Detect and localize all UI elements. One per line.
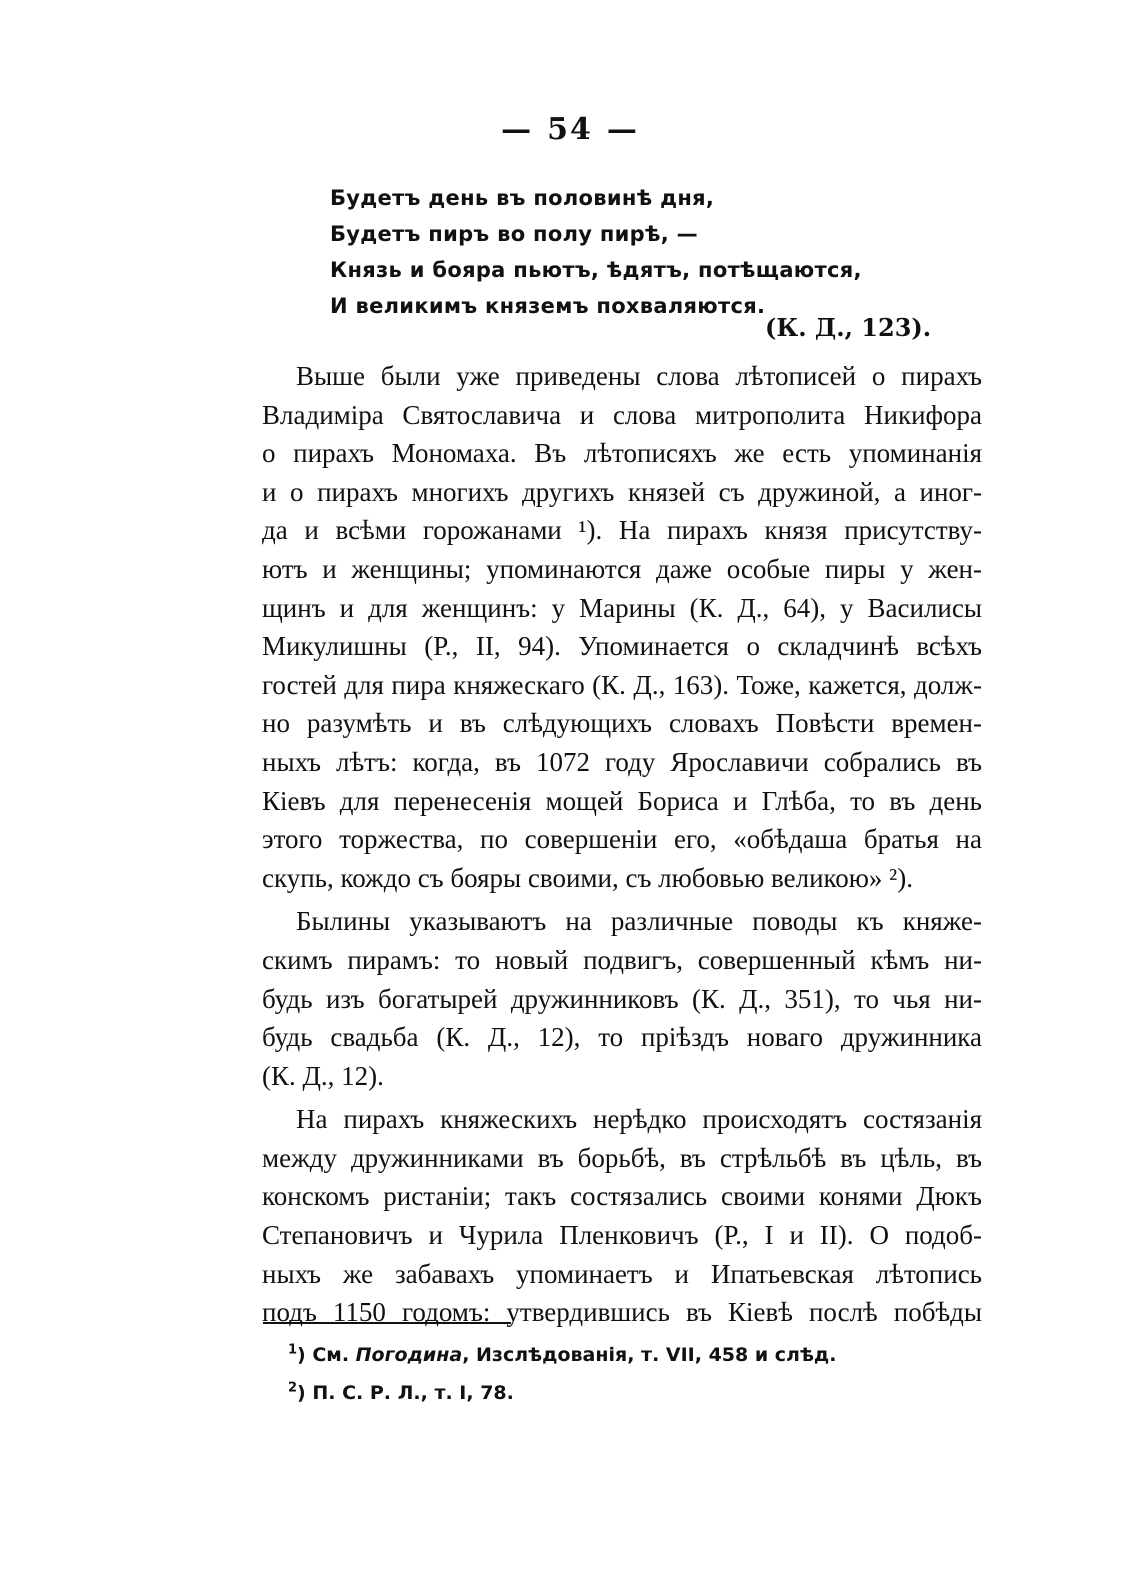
footnotes xyxy=(288,1336,988,1412)
text-line: но разумѣть и въ слѣдующихъ словахъ Повѣсти времен- xyxy=(262,708,982,739)
text-line: ныхъ лѣтъ: когда, въ 1072 году Ярославичи собрались въ xyxy=(262,746,982,777)
text-line: и о пирахъ многихъ другихъ князей съ дружиной, а иног- xyxy=(262,476,982,507)
text-line: о пирахъ Мономаха. Въ лѣтописяхъ же есть упоминанія xyxy=(262,438,982,469)
dash-right: — xyxy=(606,112,639,147)
footnote-2 xyxy=(288,1374,988,1412)
text-line: Выше были уже приведены слова лѣтописей о пирахъ xyxy=(296,361,982,391)
verse-citation: (К. Д., 123). xyxy=(765,313,932,342)
verse-line: Князь и бояра пьютъ, ѣдятъ, потѣщаются, xyxy=(330,258,862,282)
text-line: конскомъ ристаніи; такъ состязались своими конями Дюкъ xyxy=(262,1181,982,1212)
text-line: На пирахъ княжескихъ нерѣдко происходятъ состязанія xyxy=(296,1104,982,1135)
footnote-mark: 1 xyxy=(288,1342,298,1358)
text-line: скимъ пирамъ: то новый подвигъ, совершенный кѣмъ ни- xyxy=(262,944,982,975)
paragraph-feasts-chronicles xyxy=(262,357,982,897)
footnote-prefix: ) См. xyxy=(297,1344,356,1366)
text-line: скупь, кождо съ бояры своими, съ любовью великою» ²). xyxy=(262,862,914,893)
text-line: да и всѣми горожанами ¹). На пирахъ князя присутству- xyxy=(262,515,982,546)
verse-line: Будетъ пиръ во полу пирѣ, — xyxy=(330,222,698,246)
footnote-1 xyxy=(288,1336,988,1374)
paragraph-competitions xyxy=(262,1100,982,1332)
text-line: между дружинниками въ борьбѣ, въ стрѣльбѣ въ цѣль, въ xyxy=(262,1142,982,1173)
footnote-divider xyxy=(263,1322,511,1324)
footnote-rest: , Изслѣдованія, т. VII, 458 и слѣд. xyxy=(462,1344,837,1366)
text-line: гостей для пира княжескаго (К. Д., 163). Тоже, кажется, долж- xyxy=(262,669,982,700)
verse-line: Будетъ день въ половинѣ дня, xyxy=(330,186,715,210)
page-number-value: 54 xyxy=(547,112,593,147)
text-line: ютъ и женщины; упоминаются даже особые пиры у жен- xyxy=(262,553,982,584)
text-line: Микулишны (Р., II, 94). Упоминается о складчинѣ всѣхъ xyxy=(262,631,982,662)
footnote-prefix: ) П. С. Р. Л., т. I, 78. xyxy=(297,1382,514,1404)
footnote-author: Погодина xyxy=(355,1344,463,1366)
text-line: будь изъ богатырей дружинниковъ (К. Д., 351), то чья ни- xyxy=(262,983,982,1014)
text-line: ныхъ же забавахъ упоминаетъ и Ипатьевская лѣтопись xyxy=(262,1258,982,1289)
paragraph-feast-occasions xyxy=(262,902,982,1095)
page-number xyxy=(0,112,1140,147)
text-line: Степановичъ и Чурила Пленковичъ (Р., I и II). О подоб- xyxy=(262,1220,982,1251)
verse-line: И великимъ княземъ похваляются. xyxy=(330,294,766,318)
text-line: Владиміра Святославича и слова митрополита Никифора xyxy=(262,399,982,430)
text-line: щинъ и для женщинъ: у Марины (К. Д., 64), у Василисы xyxy=(262,592,982,623)
text-line: Кіевъ для перенесенія мощей Бориса и Глѣба, то въ день xyxy=(262,785,982,816)
text-line: этого торжества, по совершеніи его, «обѣдаша братья на xyxy=(262,824,982,855)
dash-left: — xyxy=(501,112,534,147)
text-line: (К. Д., 12). xyxy=(262,1060,384,1091)
verse-block xyxy=(330,180,950,324)
text-line: будь свадьба (К. Д., 12), то пріѣздъ новаго дружинника xyxy=(262,1022,982,1053)
text-line: Былины указываютъ на различные поводы къ княже- xyxy=(296,906,982,937)
body-text xyxy=(262,357,982,1332)
text-line: подъ 1150 годомъ: утвердившись въ Кіевѣ послѣ побѣды xyxy=(262,1297,982,1328)
footnote-mark: 2 xyxy=(288,1380,298,1396)
